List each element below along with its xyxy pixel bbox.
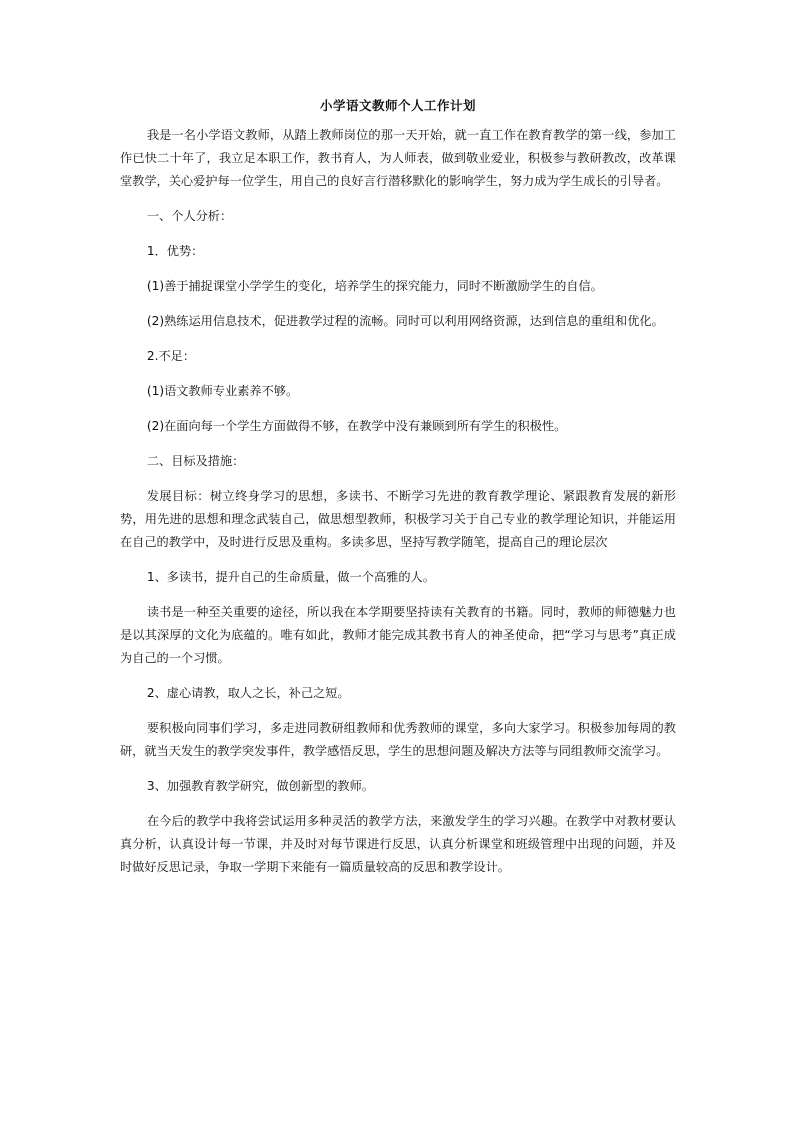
weakness-item-1: (1)语文教师专业素养不够。 [146,384,299,398]
paragraph-reading: 读书是一种至关重要的途径，所以我在本学期要坚持读有关教育的书籍。同时，教师的师德魅力也是以其深厚的文化为底蕴的。唯有如此，教师才能完成其教书育人的神圣使命，把“学习与思考”真正成为自己的一个习惯。 [120,605,676,665]
heading-learn-humbly: 2、虚心请教，取人之长，补己之短。 [146,686,350,700]
weakness-item-2: (2)在面向每一个学生方面做得不够，在教学中没有兼顾到所有学生的积极性。 [146,419,567,433]
paragraph-development-goal: 发展目标：树立终身学习的思想，多读书、不断学习先进的教育教学理论、紧跟教育发展的新形势，用先进的思想和理念武装自己，做思想型教师，积极学习关于自己专业的教学理论知识，并能运用在自己的教学中，及时进行反思及重构。多读多思，坚持写教学随笔，提高自己的理论层次 [120,489,676,549]
paragraph-intro: 我是一名小学语文教师，从踏上教师岗位的那一天开始，就一直工作在教育教学的第一线，参加工作已快二十年了，我立足本职工作，教书育人，为人师表，做到敬业爱业，积极参与教研教改，改革课堂教学，关心爱护每一位学生，用自己的良好言行潜移默化的影响学生，努力成为学生成长的引导者。 [120,128,676,188]
strength-item-2: (2)熟练运用信息技术，促进教学过程的流畅。同时可以利用网络资源，达到信息的重组和优化。 [146,314,664,328]
document-title: 小学语文教师个人工作计划 [319,98,476,113]
paragraph-learn-colleagues: 要积极向同事们学习，多走进同教研组教师和优秀教师的课堂，多向大家学习。积极参加每周的教研，就当天发生的教学突发事件，教学感悟反思，学生的思想问题及解决方法等与同组教师交流学习。 [120,721,676,758]
strength-item-1: (1)善于捕捉课堂小学学生的变化，培养学生的探究能力，同时不断激励学生的自信。 [146,279,603,293]
heading-read-more: 1、多读书，提升自己的生命质量，做一个高雅的人。 [146,570,435,584]
document-page [120,98,676,891]
paragraph-teaching-methods: 在今后的教学中我将尝试运用多种灵活的教学方法，来激发学生的学习兴趣。在教学中对教材要认真分析，认真设计每一节课，并及时对每节课进行反思，认真分析课堂和班级管理中出现的问题，并及时做好反思记录，争取一学期下来能有一篇质量较高的反思和教学设计。 [120,814,676,874]
heading-teaching-research: 3、加强教育教学研究，做创新型的教师。 [146,779,374,793]
heading-weaknesses: 2.不足： [146,349,196,363]
heading-goals-measures: 二、目标及措施： [146,454,245,468]
heading-strengths: 1．优势： [146,244,204,258]
heading-personal-analysis: 一、个人分析： [146,209,233,223]
